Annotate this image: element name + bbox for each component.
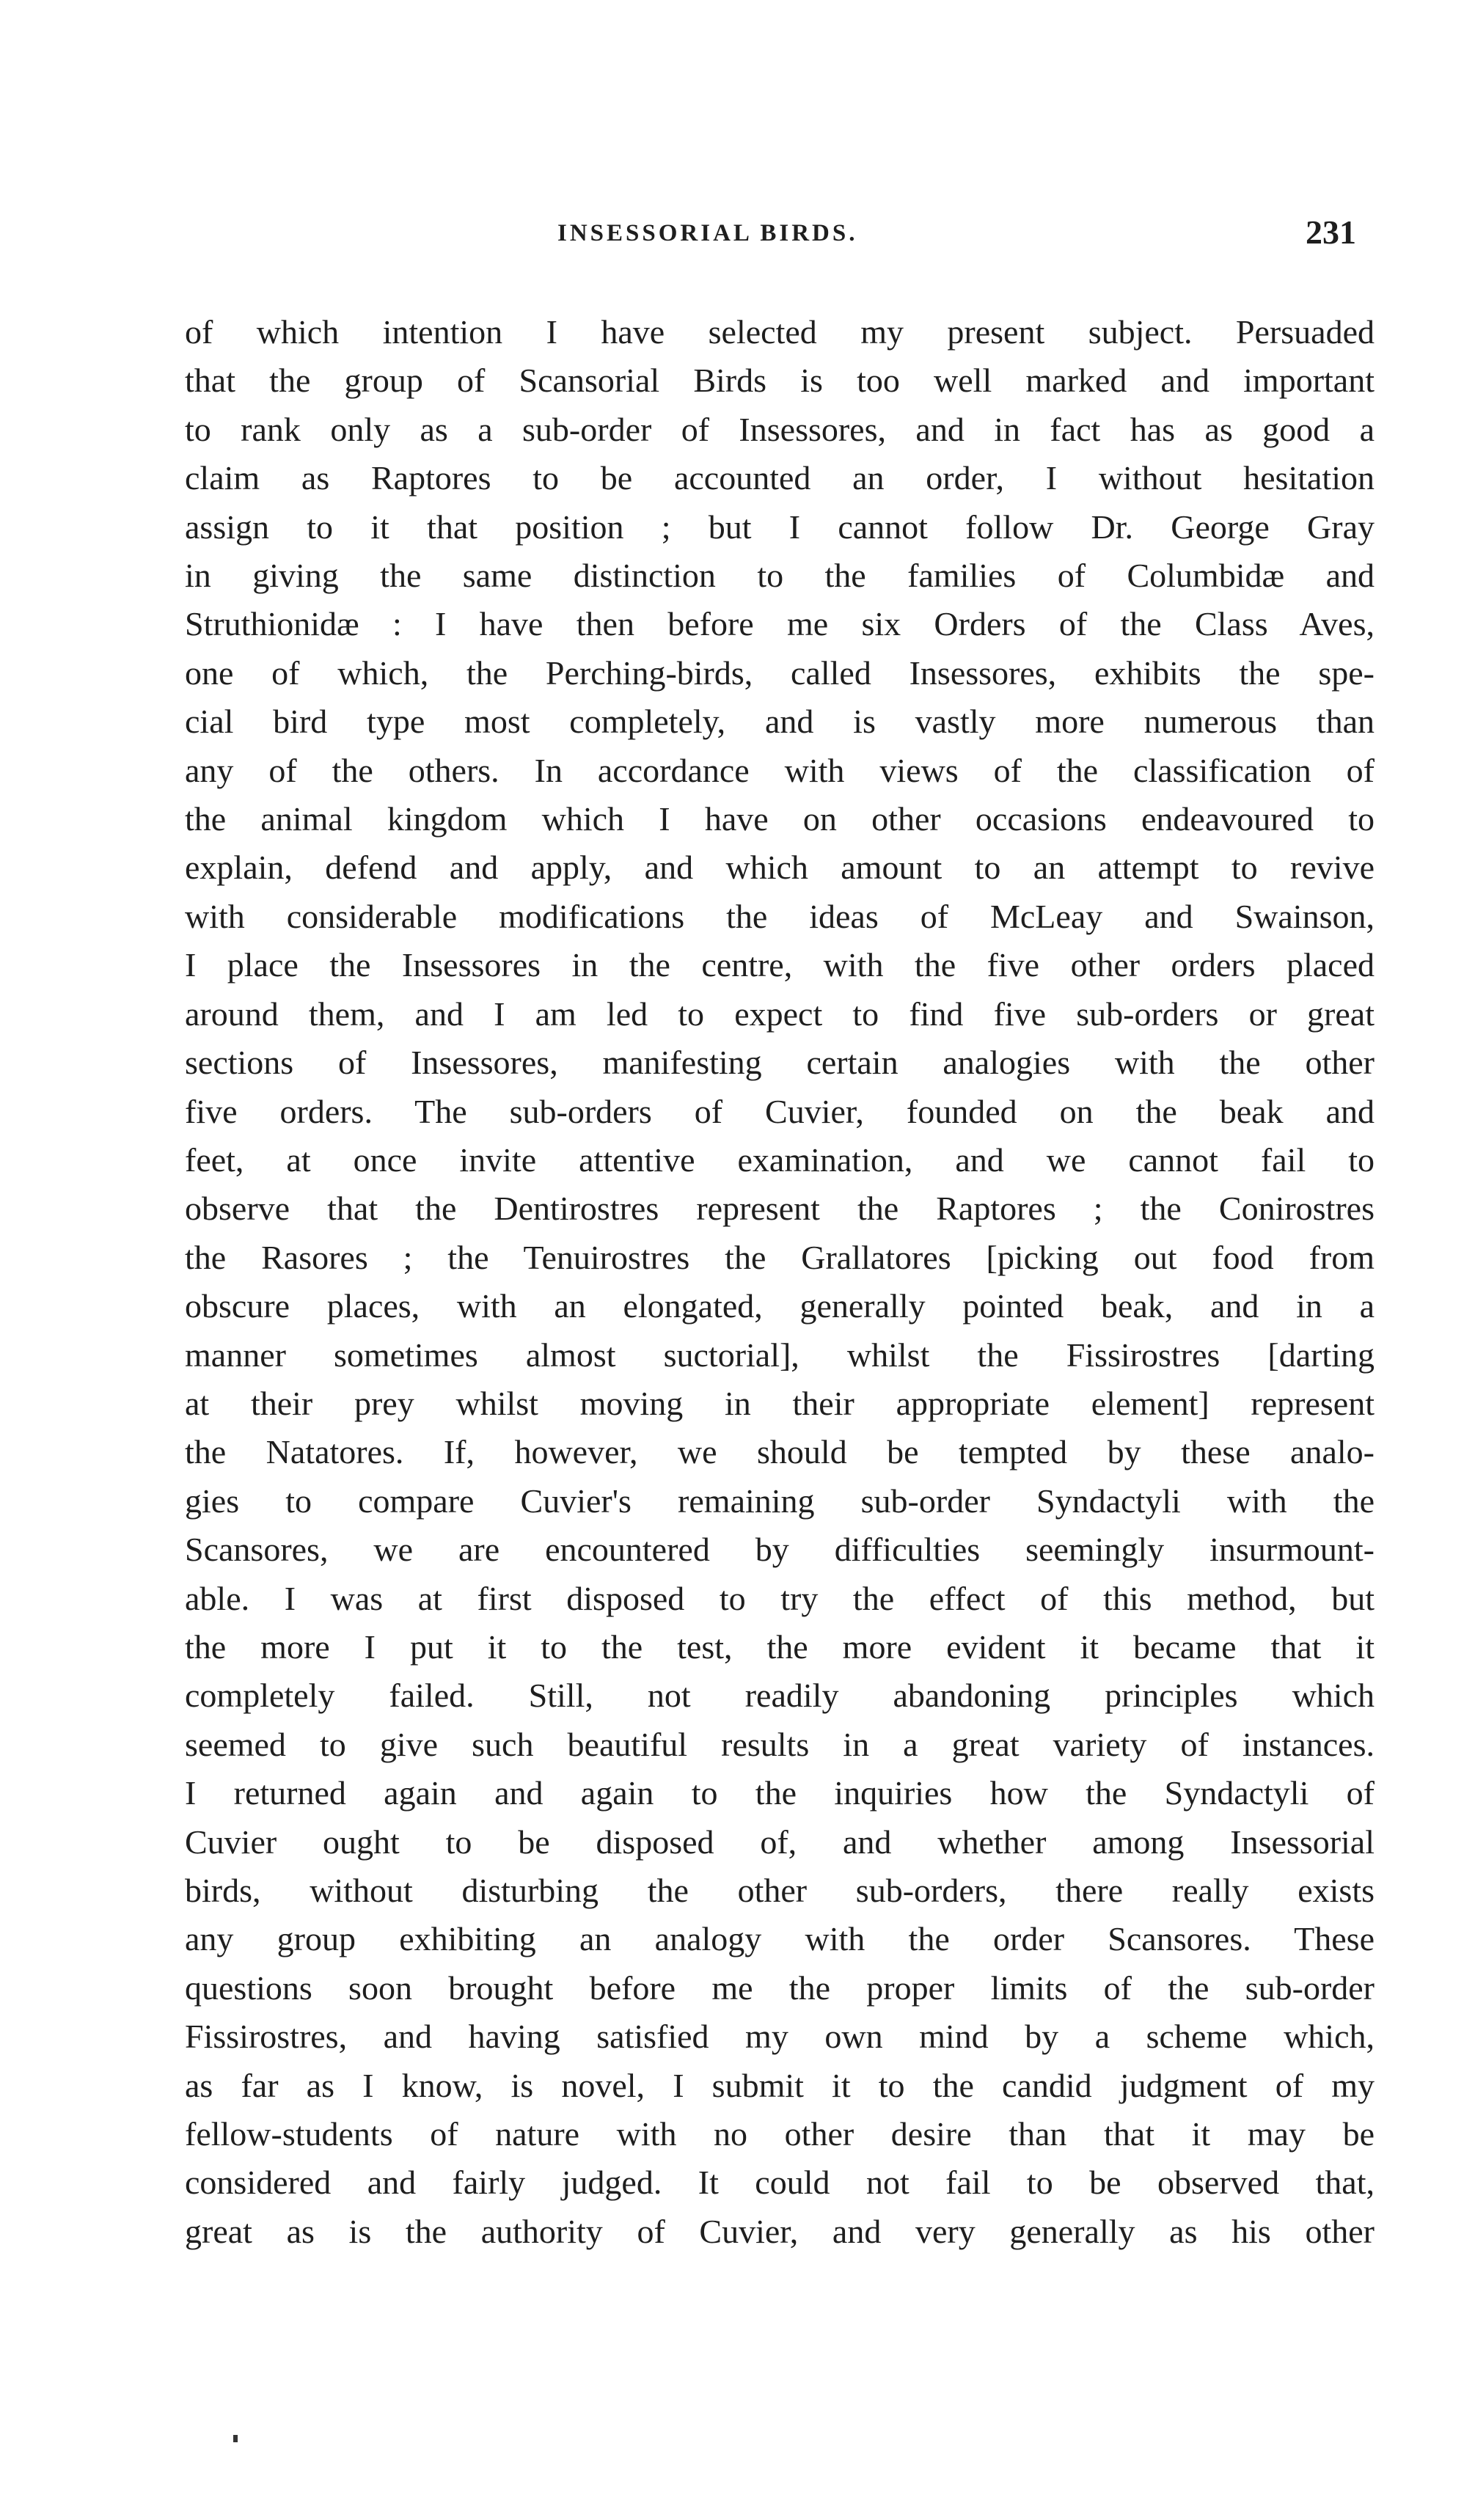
- text-line-2: that the group of Scansorial Birds is too well marked and important: [185, 362, 1375, 400]
- text-line-8: one of which, the Perching-birds, called Insessores, exhibits the spe-: [185, 653, 1375, 692]
- text-line-15: around them, and I am led to expect to find five sub-orders or great: [185, 995, 1375, 1033]
- text-line-3: to rank only as a sub-order of Insessores, and in fact has as good a: [185, 410, 1375, 448]
- text-line-32: Cuvier ought to be disposed of, and whether among Insessorial: [185, 1823, 1375, 1861]
- text-line-25: gies to compare Cuvier's remaining sub-order Syndactyli with the: [185, 1481, 1375, 1520]
- text-line-30: seemed to give such beautiful results in a great variety of instances.: [185, 1725, 1375, 1763]
- text-line-34: any group exhibiting an analogy with the order Scansores. These: [185, 1920, 1375, 1958]
- text-line-20: the Rasores ; the Tenuirostres the Grallatores [picking out food from: [185, 1238, 1375, 1276]
- text-line-9: cial bird type most completely, and is vastly more numerous than: [185, 703, 1375, 741]
- text-line-26: Scansores, we are encountered by difficulties seemingly insurmount-: [185, 1531, 1375, 1569]
- text-line-21: obscure places, with an elongated, generally pointed beak, and in a: [185, 1287, 1375, 1325]
- text-line-19: observe that the Dentirostres represent the Raptores ; the Conirostres: [185, 1190, 1375, 1228]
- body-paragraph: [185, 308, 1375, 2256]
- text-line-39: considered and fairly judged. It could not fail to be observed that,: [185, 2164, 1375, 2202]
- running-head: INSESSORIAL BIRDS.: [557, 220, 858, 246]
- text-line-14: I place the Insessores in the centre, with the five other orders placed: [185, 946, 1375, 984]
- text-line-24: the Natatores. If, however, we should be tempted by these analo-: [185, 1433, 1375, 1471]
- text-line-38: fellow-students of nature with no other desire than that it may be: [185, 2115, 1375, 2153]
- text-line-37: as far as I know, is novel, I submit it to the candid judgment of my: [185, 2066, 1375, 2104]
- text-line-6: in giving the same distinction to the families of Columbidæ and: [185, 557, 1375, 595]
- text-line-29: completely failed. Still, not readily abandoning principles which: [185, 1677, 1375, 1715]
- text-line-28: the more I put it to the test, the more evident it became that it: [185, 1627, 1375, 1666]
- ink-speck: [233, 2435, 238, 2442]
- text-line-4: claim as Raptores to be accounted an order, I without hesitation: [185, 459, 1375, 497]
- text-line-11: the animal kingdom which I have on other occasions endeavoured to: [185, 800, 1375, 838]
- text-line-7: Struthionidæ : I have then before me six Orders of the Class Aves,: [185, 605, 1375, 643]
- text-line-12: explain, defend and apply, and which amount to an attempt to revive: [185, 849, 1375, 887]
- text-line-36: Fissirostres, and having satisfied my own mind by a scheme which,: [185, 2018, 1375, 2056]
- text-line-35: questions soon brought before me the proper limits of the sub-order: [185, 1968, 1375, 2007]
- text-line-22: manner sometimes almost suctorial], whilst the Fissirostres [darting: [185, 1336, 1375, 1374]
- text-line-18: feet, at once invite attentive examination, and we cannot fail to: [185, 1140, 1375, 1179]
- text-line-5: assign to it that position ; but I cannot follow Dr. George Gray: [185, 508, 1375, 546]
- text-line-1: of which intention I have selected my present subject. Persuaded: [185, 313, 1375, 351]
- text-line-33: birds, without disturbing the other sub-orders, there really exists: [185, 1872, 1375, 1909]
- text-line-31: I returned again and again to the inquiries how the Syndactyli of: [185, 1774, 1375, 1812]
- text-line-17: five orders. The sub-orders of Cuvier, founded on the beak and: [185, 1092, 1375, 1130]
- text-line-16: sections of Insessores, manifesting certain analogies with the other: [185, 1044, 1375, 1082]
- page-number: 231: [1306, 213, 1356, 251]
- text-line-27: able. I was at first disposed to try the effect of this method, but: [185, 1579, 1375, 1617]
- text-line-40: great as is the authority of Cuvier, and very generally as his other: [185, 2212, 1375, 2250]
- text-line-10: any of the others. In accordance with views of the classification of: [185, 751, 1375, 789]
- text-line-23: at their prey whilst moving in their appropriate element] represent: [185, 1384, 1375, 1422]
- text-line-13: with considerable modifications the ideas of McLeay and Swainson,: [185, 897, 1375, 935]
